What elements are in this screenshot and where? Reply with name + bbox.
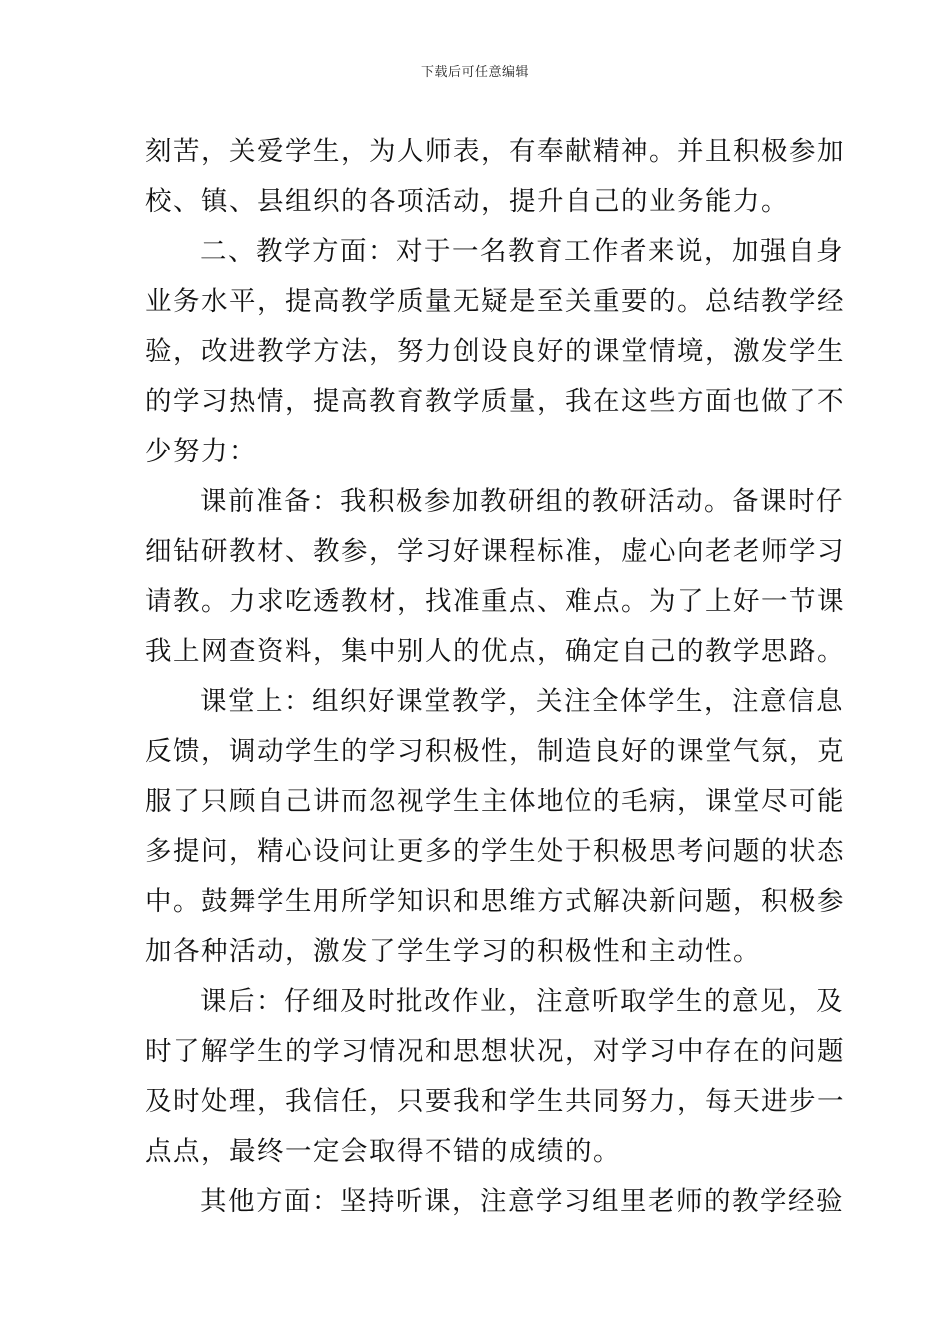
paragraph	[145, 977, 845, 1177]
text-line: 课后：仔细及时批改作业，注意听取学生的意见，及	[200, 986, 844, 1017]
text-line: 刻苦，关爱学生，为人师表，有奉献精神。并且积极参加	[145, 136, 845, 167]
text-line: 点点，最终一定会取得不错的成绩的。	[145, 1136, 621, 1167]
text-line: 加各种活动，激发了学生学习的积极性和主动性。	[145, 936, 761, 967]
text-line: 中。鼓舞学生用所学知识和思维方式解决新问题，积极参	[145, 886, 845, 917]
paragraph	[145, 227, 845, 477]
text-line: 我上网查资料，集中别人的优点，确定自己的教学思路。	[145, 636, 845, 667]
text-line: 二、教学方面：对于一名教育工作者来说，加强自身	[200, 236, 844, 267]
text-line: 校、镇、县组织的各项活动，提升自己的业务能力。	[145, 186, 789, 217]
text-line: 细钻研教材、教参，学习好课程标准，虚心向老老师学习	[145, 536, 845, 567]
text-line: 请教。力求吃透教材，找准重点、难点。为了上好一节课	[145, 586, 845, 617]
text-line: 课堂上：组织好课堂教学，关注全体学生，注意信息	[200, 686, 844, 717]
text-line: 时了解学生的学习情况和思想状况，对学习中存在的问题	[145, 1036, 845, 1067]
text-line: 课前准备：我积极参加教研组的教研活动。备课时仔	[200, 486, 844, 517]
paragraph	[145, 127, 845, 227]
text-line: 及时处理，我信任，只要我和学生共同努力，每天进步一	[145, 1086, 845, 1117]
text-line: 多提问，精心设问让更多的学生处于积极思考问题的状态	[145, 836, 845, 867]
text-line: 服了只顾自己讲而忽视学生主体地位的毛病，课堂尽可能	[145, 786, 845, 817]
page-header: 下载后可任意编辑	[420, 65, 529, 80]
text-line: 业务水平，提高教学质量无疑是至关重要的。总结教学经	[145, 286, 845, 317]
paragraph	[145, 677, 845, 977]
text-line: 其他方面：坚持听课，注意学习组里老师的教学经验	[200, 1186, 844, 1217]
document-body	[145, 127, 845, 1227]
paragraph	[145, 477, 845, 677]
paragraph	[145, 1177, 844, 1227]
text-line: 少努力：	[145, 436, 257, 467]
text-line: 反馈，调动学生的学习积极性，制造良好的课堂气氛，克	[145, 736, 845, 767]
text-line: 验，改进教学方法，努力创设良好的课堂情境，激发学生	[145, 336, 845, 367]
text-line: 的学习热情，提高教育教学质量，我在这些方面也做了不	[145, 386, 845, 417]
